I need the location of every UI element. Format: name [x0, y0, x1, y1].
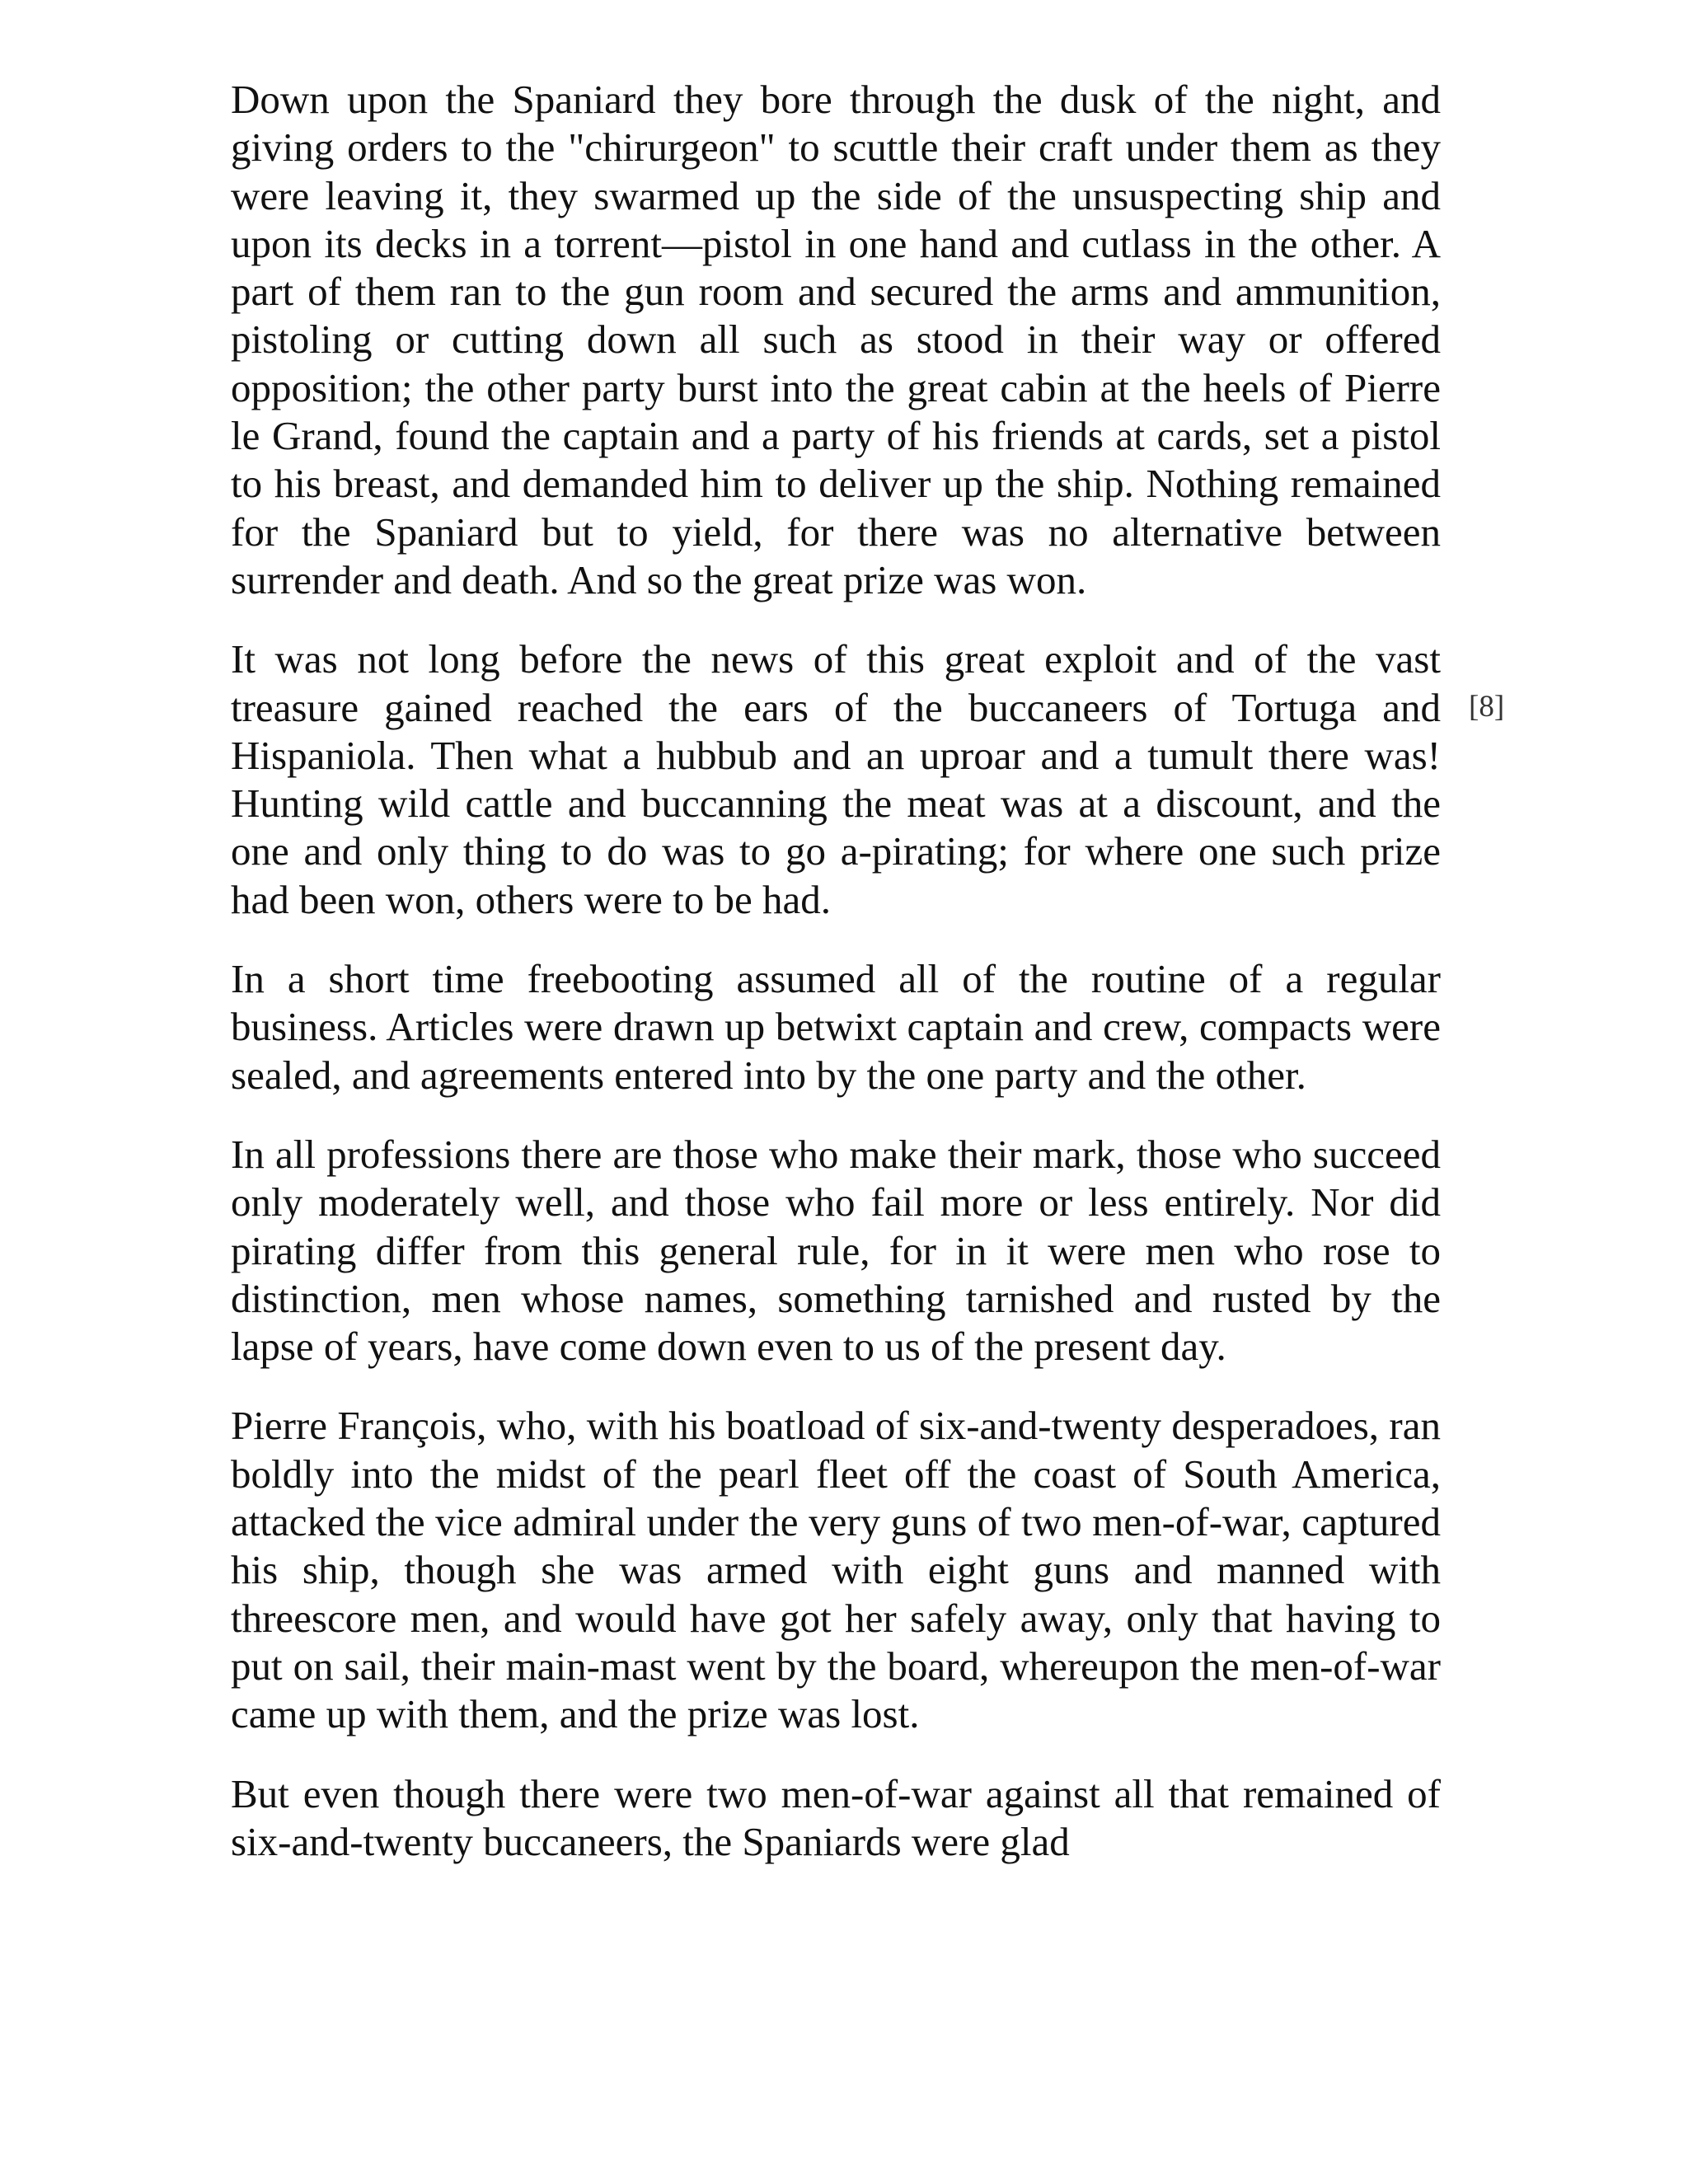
- paragraph-freebooting-business: In a short time freebooting assumed all of the routine of a regular business. Articles were drawn up betwixt captain and crew, compacts were sealed, and agreements entered into by the one party and the other.: [231, 956, 1441, 1098]
- page-number-marker: [8]: [1469, 690, 1505, 724]
- paragraph-pierre-francois: Pierre François, who, with his boatload of six-and-twenty desperadoes, ran boldly into the midst of the pearl fleet off the coast of South America, attacked the vice admiral under the very guns of two men-of-war, captured his ship, though she was armed with eight guns and manned with threescore men, and would have got her safely away, only that having to put on sail, their main-mast went by the board, whereupon the men-of-war came up with them, and the prize was lost.: [231, 1403, 1441, 1737]
- paragraph-professions: In all professions there are those who make their mark, those who succeed only moderately well, and those who fail more or less entirely. Nor did pirating differ from this general rule, for in it were men who rose to distinction, men whose names, something tarnished and rusted by the lapse of years, have come down even to us of the present day.: [231, 1131, 1441, 1370]
- paragraph-news-of-exploit: It was not long before the news of this great exploit and of the vast treasure gained reached the ears of the buccaneers of Tortuga and Hispaniola. Then what a hubbub and an uproar and a tumult there was! Hunting wild cattle and buccanning the meat was at a discount, and the one and only thing to do was to go a-pirating; for where one such prize had been won, others were to be had.: [231, 636, 1441, 922]
- paragraph-men-of-war: But even though there were two men-of-war against all that remained of six-and-twenty buccaneers, the Spaniards were glad: [231, 1770, 1441, 1864]
- document-body: [231, 76, 1441, 1897]
- paragraph-spaniard-boarding: Down upon the Spaniard they bore through the dusk of the night, and giving orders to the "chirurgeon" to scuttle their craft under them as they were leaving it, they swarmed up the side of the unsuspecting ship and upon its decks in a torrent—pistol in one hand and cutlass in the other. A part of them ran to the gun room and secured the arms and ammunition, pistoling or cutting down all such as stood in their way or offered opposition; the other party burst into the great cabin at the heels of Pierre le Grand, found the captain and a party of his friends at cards, set a pistol to his breast, and demanded him to deliver up the ship. Nothing remained for the Spaniard but to yield, for there was no alternative between surrender and death. And so the great prize was won.: [231, 77, 1441, 602]
